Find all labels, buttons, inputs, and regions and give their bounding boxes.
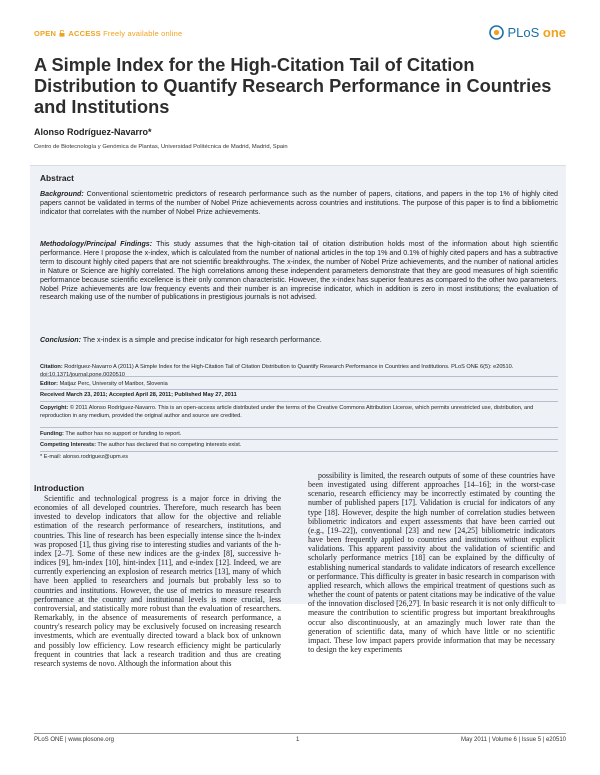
editor-info: Editor: Matjaz Perc, University of Maribor, Slovenia	[40, 381, 168, 387]
body-column-right: possibility is limited, the research outputs of some of these countries have been investigated using different approaches [14–16]; in the worst-case scenario, research efficiency may be incorrectly estimated by counting the number of published papers [17]. Validation is crucial for indicators of any type [18]. However, despite the high number of correlation studies between bibliometric indicators and expert assessments that have been carried out (e.g., [19–22]), conventional [23] and new [24,25] bibliometric indicators have been frequently applied to countries and institutions without explicit validations. This apparent passivity about the validation of scientific and scholarly performance metrics [18] can be explained by the difficulty of establishing numerical standards to validate indicators of research excellence or performance. This difficulty is greater in basic research in comparison with applied research, which allows the empirical treatment of questions such as whether the count of patents or patent citations may be indicative of the value of the innovation disclosed [26,27]. In basic research it is not only difficult to measure the contribution to scientific progress but important breakthroughs occur also discontinuously, at an amazingly much lower rate than the generation of scientific data, many of which have little or no scientific impact. These low impact papers provide information that may be necessary to design the key experiments	[308, 471, 555, 654]
abstract-background: Background: Conventional scientometric predictors of research performance such as the number of papers, citations, and papers in the top 1% of highly cited papers cannot be validated in terms of the number of Nobel Prize achievements across countries and institutions. The purpose of this paper is to find a bibliometric indicator that correlates with the number of Nobel Prize achievements.	[40, 190, 558, 216]
footer-rule	[34, 733, 566, 734]
funding-info: Funding: The author has no support or funding to report.	[40, 431, 182, 437]
divider	[40, 451, 558, 452]
footer-journal: PLoS ONE | www.plosone.org	[34, 737, 114, 743]
abstract-conclusion: Conclusion: The x-index is a simple and precise indicator for high research performance.	[40, 336, 322, 344]
author-affiliation: Centro de Biotecnología y Genómica de Plantas, Universidad Politécnica de Madrid, Madrid, Spain	[34, 144, 288, 150]
email-info: * E-mail: alonso.rodriguez@upm.es	[40, 454, 129, 460]
freely-available-label: Freely available online	[103, 29, 183, 38]
open-access-banner	[34, 29, 182, 38]
divider	[40, 401, 558, 402]
journal-name: PLoS one	[507, 25, 566, 40]
abstract-heading: Abstract	[40, 173, 74, 183]
background-label: Background:	[40, 190, 84, 198]
copyright-info: Copyright: © 2011 Alonso Rodríguez-Navarro. This is an open-access article distributed under the terms of the Creative Commons Attribution License, which permits unrestricted use, distribution, and reproduction in any medium, provided the original author and source are credited.	[40, 405, 534, 420]
journal-header	[34, 25, 566, 45]
citation-info: Citation: Rodríguez-Navarro A (2011) A Simple Index for the High-Citation Tail of Citation Distribution to Quantify Research Performance in Countries and Institutions. PLoS ONE 6(5): e20510. doi:10.1371/journal.pone.0020510	[40, 364, 514, 379]
footer-issue: May 2011 | Volume 6 | Issue 5 | e20510	[461, 737, 566, 743]
access-label: ACCESS	[68, 29, 101, 38]
open-label: OPEN	[34, 29, 57, 38]
divider	[40, 389, 558, 390]
body-column-left: Scientific and technological progress is a major force in driving the economies of all developed countries. Therefore, much research has been invested to develop indicators that allow for the objective and reliable estimation of the research performance of researchers, institutions, and countries. This line of research has been especially intense since the h-index was proposed [1], thus giving rise to interesting studies and variants of the h-index [2–7]. Some of these new indices are the g-index [8], successive h-indices [9], hm-index [10], hint-index [11], and e-index [12]. Indeed, we are currently experiencing an explosion of research metrics [13], many of which have been applied to researchers and journals but probably less so to countries and institutions. However, the use of metrics to measure research performance at the country and institutional levels is more crucial, less controversial, and statistically more robust than the evaluation of researchers. Remarkably, in the absence of measurements of research performance, a country's research policy may be exclusively focused on increasing research investments, which are eventually directed toward a black box of unknown and possibly low efficiency. Low research efficiency might be particularly frequent in countries that lack a research tradition and thus are creating research systems de novo. Although the information about this	[34, 494, 281, 668]
divider	[40, 439, 558, 440]
conclusion-label: Conclusion:	[40, 336, 81, 344]
divider	[40, 427, 558, 428]
competing-interests-info: Competing Interests: The author has declared that no competing interests exist.	[40, 442, 242, 448]
journal-logo	[489, 25, 566, 40]
page-number: 1	[296, 737, 300, 743]
journal-name-one: one	[542, 25, 566, 40]
introduction-heading: Introduction	[34, 483, 85, 493]
article-title: A Simple Index for the High-Citation Tail of Citation Distribution to Quantify Research Performance in Countries and Institutions	[34, 55, 552, 117]
methodology-label: Methodology/Principal Findings:	[40, 240, 153, 248]
abstract-methodology: Methodology/Principal Findings: This study assumes that the high-citation tail of citation distribution holds most of the information about high scientific performance. Here I propose the x-index, which is calculated from the number of national articles in the top 1% and 0.1% of highly cited papers and has a subtractive term to discount highly cited papers that are not scientific breakthroughs. The x-index, the number of Nobel Prize achievements, and the number of national articles in Nature or Science are highly correlated. The high correlations among these independent parameters demonstrate that they are good measures of high scientific performance because scientific excellence is their only common characteristic. However, the x-index has superior features as compared to the other two parameters. Nobel Prize achievements are low frequency events and their number is an imprecise indicator, which in addition is zero in most institutions; the evaluation of research making use of the number of publications in prestigious journals is not advised.	[40, 240, 558, 302]
plos-logo-icon	[489, 25, 504, 40]
author-name: Alonso Rodríguez-Navarro*	[34, 127, 152, 137]
dates-info: Received March 23, 2011; Accepted April 28, 2011; Published May 27, 2011	[40, 392, 237, 398]
open-lock-icon	[59, 30, 65, 37]
